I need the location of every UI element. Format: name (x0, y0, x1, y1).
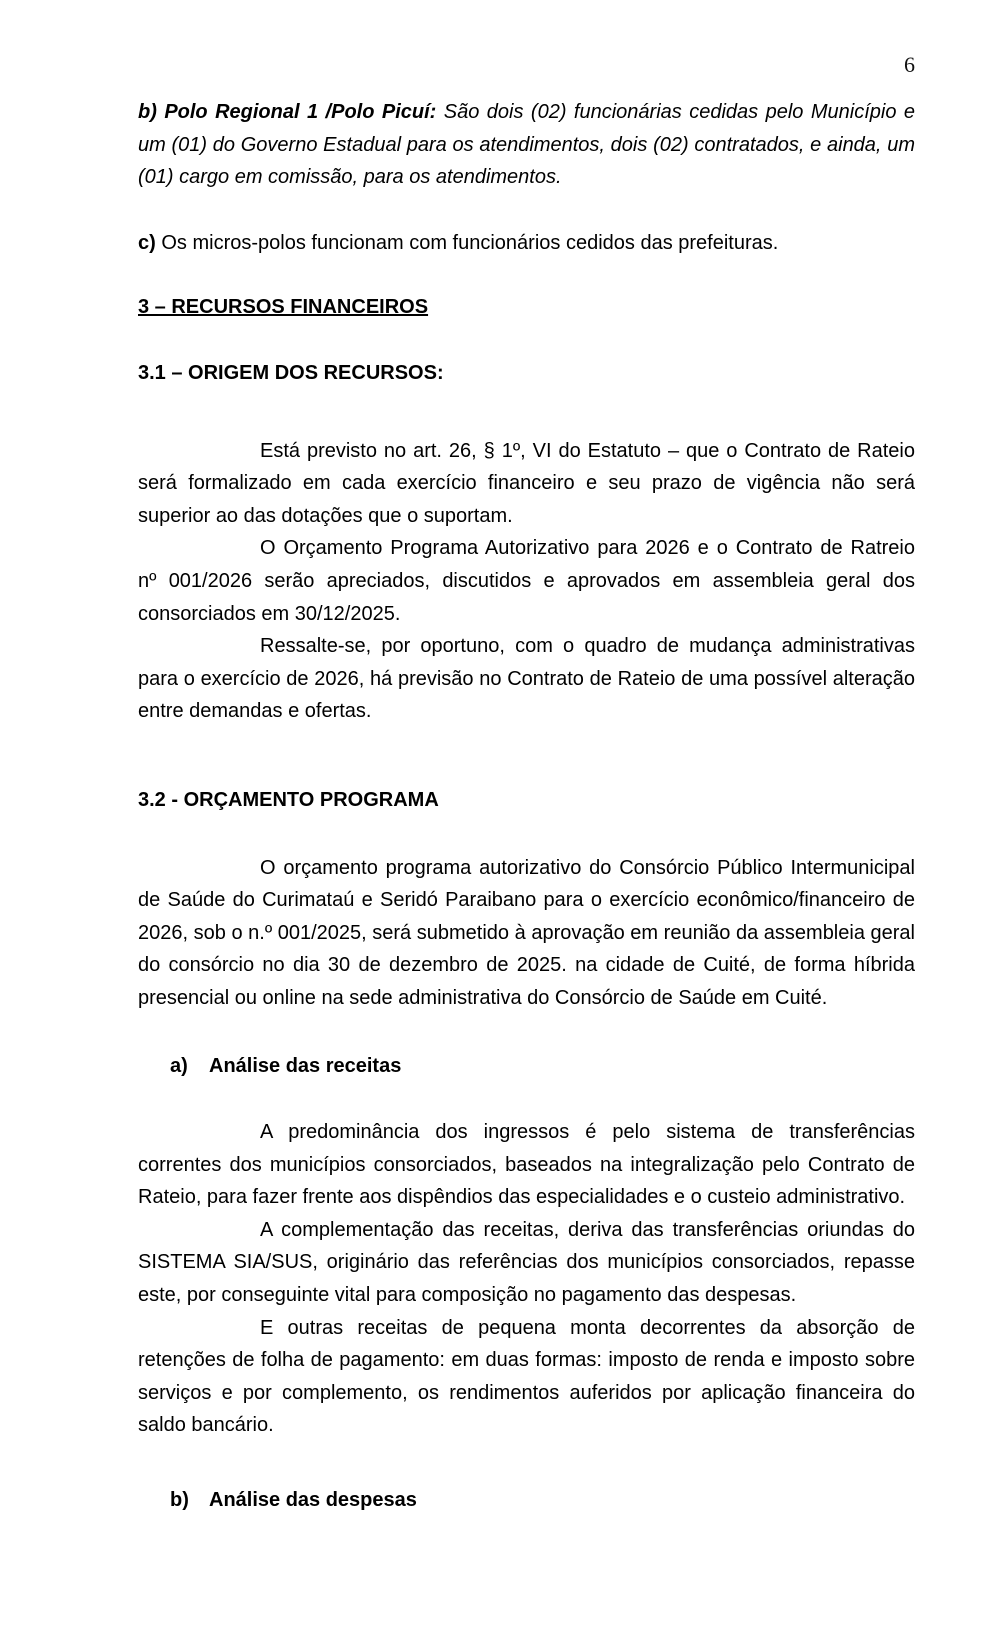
paragraph-orcamento-programa: O orçamento programa autorizativo do Consórcio Público Intermunicipal de Saúde do Curimataú e Seridó Paraibano para o exercício econômico/financeiro de 2026, sob o n.º 001/2025, será submetido à aprovação em reunião da assembleia geral do consórcio no dia 30 de dezembro de 2025. na cidade de Cuité, de forma híbrida presencial ou online na sede administrativa do Consórcio de Saúde em Cuité. (138, 856, 915, 1009)
paragraph-polo-regional-text: São dois (02) funcionárias cedidas pelo Município e um (01) do Governo Estadual para os atendimentos, dois (02) contratados, e ainda, um (01) cargo em comissão, para os atendimentos. (138, 101, 915, 189)
section-heading-origem-dos-recursos: 3.1 – ORIGEM DOS RECURSOS: (138, 361, 444, 384)
list-heading-analise-receitas-text: Análise das receitas (209, 1055, 402, 1078)
list-heading-analise-despesas-marker: b) (170, 1489, 189, 1511)
document-content (138, 0, 915, 1517)
paragraph-polo-regional (138, 96, 915, 194)
list-heading-analise-receitas-marker: a) (170, 1055, 188, 1078)
paragraph-micros-polos-lead: c) (138, 231, 156, 254)
paragraph-complementacao-receitas: A complementação das receitas, deriva das transferências oriundas do SISTEMA SIA/SUS, originário das referências dos municípios consorciados, repasse este, por conseguinte vital para composição no pagamento das despesas. (138, 1218, 915, 1307)
list-heading-analise-receitas (170, 1050, 915, 1083)
page-number: 6 (904, 52, 915, 77)
paragraph-polo-regional-lead: b) Polo Regional 1 /Polo Picuí: (138, 101, 437, 123)
section-heading-recursos-financeiros (138, 291, 915, 324)
paragraph-micros-polos-text: Os micros-polos funcionam com funcionários cedidos das prefeituras. (155, 231, 779, 254)
section-heading-orcamento-programa: 3.2 - ORÇAMENTO PROGRAMA (138, 788, 439, 811)
paragraph-outras-receitas: E outras receitas de pequena monta decorrentes da absorção de retenções de folha de pagamento: em duas formas: imposto de renda e imposto sobre serviços e por complemento, os rendimentos auferidos por aplicação financeira do saldo bancário. (138, 1316, 915, 1437)
list-heading-analise-despesas (170, 1484, 915, 1517)
paragraph-predominancia-ingressos: A predominância dos ingressos é pelo sistema de transferências correntes dos municípios consorciados, baseados na integralização pelo Contrato de Rateio, para fazer frente aos dispêndios das especialidades e o custeio administrativo. (138, 1121, 915, 1209)
paragraph-esta-previsto: Está previsto no art. 26, § 1º, VI do Estatuto – que o Contrato de Rateio será formalizado em cada exercício financeiro e seu prazo de vigência não será superior ao das dotações que o suportam. (138, 439, 915, 527)
paragraph-micros-polos (138, 227, 915, 260)
list-heading-analise-despesas-text: Análise das despesas (209, 1489, 417, 1511)
section-heading-recursos-financeiros-text: 3 – RECURSOS FINANCEIROS (138, 296, 429, 319)
paragraph-orcamento-autorizativo: O Orçamento Programa Autorizativo para 2026 e o Contrato de Ratreio nº 001/2026 serão apreciados, discutidos e aprovados em assembleia geral dos consorciados em 30/12/2025. (138, 537, 915, 625)
paragraph-ressalte-se: Ressalte-se, por oportuno, com o quadro de mudança administrativas para o exercício de 2026, há previsão no Contrato de Rateio de uma possível alteração entre demandas e ofertas. (138, 635, 915, 723)
